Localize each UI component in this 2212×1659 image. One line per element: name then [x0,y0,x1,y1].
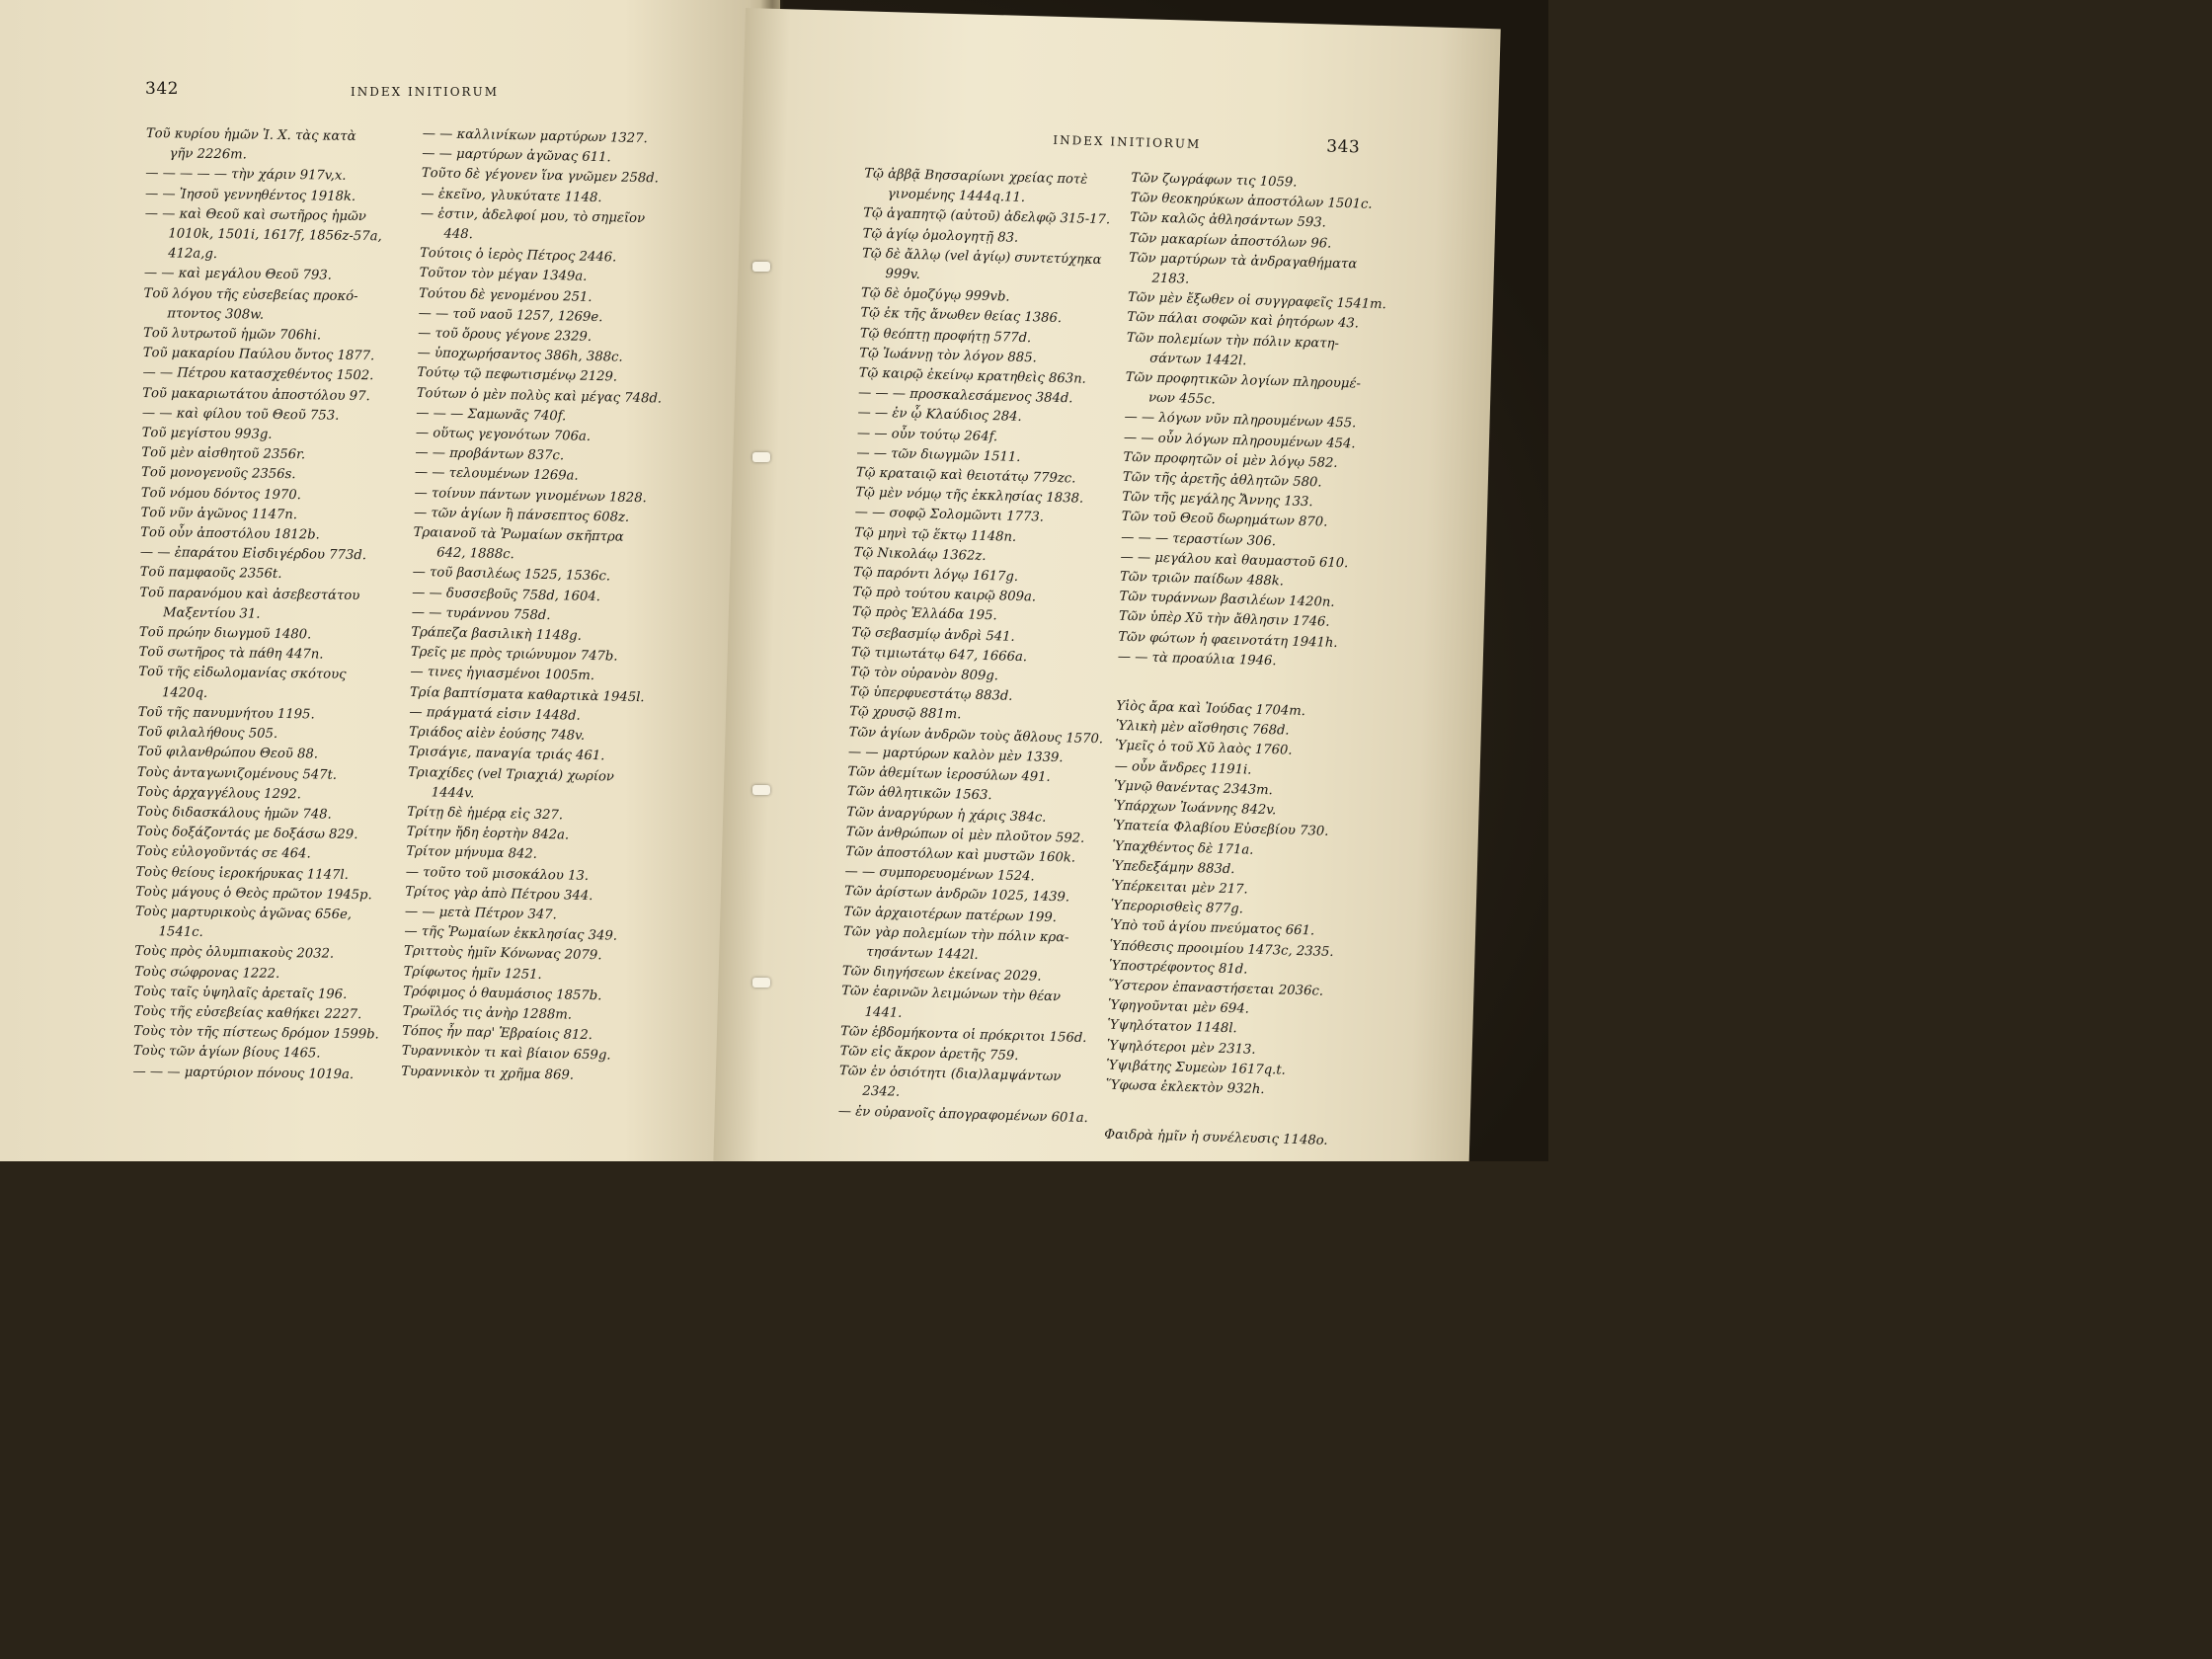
index-entry: — — καλλινίκων μαρτύρων 1327. [422,125,648,147]
index-entry: Τῷ ἀγαπητῷ (αὐτοῦ) ἀδελφῷ 315-17. [863,205,1111,228]
index-entry-continuation: 1010k, 1501i, 1617f, 1856z-57a, [168,226,382,245]
index-entry: Τοὺς εὐλογοῦντάς σε 464. [135,844,311,862]
index-entry: — — — Σαμωνᾶς 740f. [416,405,567,425]
index-entry: — — λόγων νῦν πληρουμένων 455. [1124,410,1357,432]
index-column [1104,169,1387,1152]
index-entry: Ὑπὸ τοῦ ἁγίου πνεύματος 661. [1109,917,1315,939]
index-entry: Τῷ πρὸς Ἑλλάδα 195. [851,604,997,624]
index-entry: — — μεγάλου καὶ θαυμαστοῦ 610. [1120,549,1349,572]
index-entry: Τρίτην ἤδη ἑορτὴν 842a. [406,824,570,843]
index-entry: Τῷ ἀββᾷ Βησσαρίωνι χρείας ποτὲ [864,166,1088,188]
index-entry-continuation: 1441. [864,1004,903,1021]
index-entry: Τοῦ νόμου δόντος 1970. [140,485,301,503]
index-entry-continuation: 412a,g. [168,246,218,263]
index-entry: Τοῦ μεγίστου 993g. [141,426,273,442]
index-entry: Τῶν θεοκηρύκων ἀποστόλων 1501c. [1130,191,1373,212]
index-entry: Τῶν ἀθλητικῶν 1563. [846,784,992,804]
index-entry: Τοὺς μάγους ὁ Θεὸς πρῶτον 1945p. [135,884,372,903]
index-entry: Τοῦ τῆς πανυμνήτου 1195. [137,704,315,723]
index-entry: Τούτοις ὁ ἱερὸς Πέτρος 2446. [419,246,617,266]
index-entry: Τῶν ἀρχαιοτέρων πατέρων 199. [843,904,1058,925]
index-entry: Ὑφηγοῦνται μὲν 694. [1107,997,1250,1017]
index-entry: Τοῦ πρώην διωγμοῦ 1480. [138,625,312,643]
index-entry: Τριάδος αἰὲν ἐούσης 748v. [408,724,586,744]
right-page [713,8,1500,1161]
index-entry: Τοῦ μακαρίου Παύλου ὄντος 1877. [142,346,375,364]
index-entry: Τῷ πρὸ τούτου καιρῷ 809a. [852,585,1037,605]
index-entry: Τῶν προφητῶν οἱ μὲν λόγῳ 582. [1123,449,1338,471]
index-entry: Τῶν ἀνθρώπων οἱ μὲν πλοῦτον 592. [845,824,1085,846]
index-entry: — — τυράννου 758d. [411,604,551,623]
index-entry: Τῶν καλῶς ἀθλησάντων 593. [1129,210,1326,231]
index-entry: Τῶν ὑπὲρ Χῦ τὴν ἄθλησιν 1746. [1118,609,1330,631]
index-entry: Τοὺς τῆς εὐσεβείας καθήκει 2227. [133,1003,362,1023]
index-entry: Τῷ Νικολάῳ 1362z. [853,545,987,564]
index-entry: Τοῦ τῆς εἰδωλομανίας σκότους [138,665,347,683]
index-entry: Ὑμνῷ θανέντας 2343m. [1113,778,1274,799]
index-entry: — — σοφῷ Σολομῶντι 1773. [854,505,1045,526]
index-entry: — τῆς Ῥωμαίων ἐκκλησίας 349. [404,923,618,944]
index-entry: Τῷ δὲ ὁμοζύγῳ 999vb. [860,285,1010,305]
index-entry: Ὑπερορισθεὶς 877g. [1110,898,1244,917]
index-entry: — — προβάντων 837c. [415,445,565,464]
index-entry: Τρωϊλός τις ἀνὴρ 1288m. [402,1003,573,1023]
index-entry: Τῶν τοῦ Θεοῦ δωρημάτων 870. [1121,510,1328,531]
index-entry: Τῶν ἑβδομήκοντα οἱ πρόκριτοι 156d. [839,1023,1087,1046]
index-entry: Τρεῖς με πρὸς τριώνυμον 747b. [410,645,618,665]
index-entry: Τῶν τυράννων βασιλέων 1420n. [1119,590,1335,611]
index-entry: Τῶν ἐν ὁσιότητι (δια)λαμψάντων [838,1064,1062,1085]
index-entry: Τοὺς σώφρονας 1222. [133,964,280,982]
index-entry: Ὑπέρκειται μὲν 217. [1111,878,1248,898]
index-entry: Τῶν διηγήσεων ἐκείνας 2029. [841,964,1042,985]
index-entry-continuation: σάντων 1442l. [1149,351,1247,369]
index-entry: Ὑπαχθέντος δὲ 171a. [1112,838,1254,858]
index-entry: Τρίτος γὰρ ἀπὸ Πέτρου 344. [405,884,593,904]
index-entry: Τῷ καιρῷ ἐκείνῳ κρατηθεὶς 863n. [858,365,1087,387]
index-entry: — — ἐπαράτου Εἰσδιγέρδου 773d. [139,545,367,564]
binding-stitch [752,262,770,272]
index-entry: Ὑπάρχων Ἰωάννης 842v. [1113,798,1277,819]
index-entry: Ὑπατεία Φλαβίου Εὐσεβίου 730. [1112,819,1329,840]
index-entry: Τῶν ἀναργύρων ἡ χάρις 384c. [846,804,1047,826]
index-entry: Τῶν εἰς ἄκρον ἀρετῆς 759. [839,1044,1019,1065]
index-entry: Ὑποστρέφοντος 81d. [1108,958,1248,978]
index-entry: — — — — — τὴν χάριν 917v,x. [145,166,347,185]
index-entry: Τῶν μαρτύρων τὰ ἀνδραγαθήματα [1128,250,1358,273]
running-head: INDEX INITIORUM [1053,132,1202,151]
index-entry: Τούτων ὁ μὲν πολὺς καὶ μέγας 748d. [416,385,663,407]
index-entry: Τῶν γὰρ πολεμίων τὴν πόλιν κρα- [842,923,1069,946]
index-entry: — — τοῦ ναοῦ 1257, 1269e. [418,305,603,326]
index-entry-continuation: Μαξεντίου 31. [162,605,261,622]
index-entry: — τοῦτο τοῦ μισοκάλου 13. [405,864,590,884]
index-entry: Ὕφωσα ἐκλεκτὸν 932h. [1105,1077,1265,1098]
index-entry: Τοῦ μὲν αἰσθητοῦ 2356r. [141,445,306,463]
index-entry: Ὑψηλότατον 1148l. [1107,1017,1237,1037]
index-entry: — — — προσκαλεσάμενος 384d. [857,385,1073,407]
index-entry: Τῶν τριῶν παίδων 488k. [1119,569,1285,590]
index-entry: Τῶν ἀρίστων ἀνδρῶν 1025, 1439. [843,884,1070,906]
index-entry: Τυραννικὸν τι καὶ βίαιον 659g. [401,1044,611,1064]
index-entry-continuation: 642, 1888c. [435,545,515,563]
index-entry: — — Πέτρου κατασχεθέντος 1502. [142,365,374,384]
index-entry: Τοῦ λυτρωτοῦ ἡμῶν 706hi. [142,326,322,344]
index-entry: Ὑψιβάτης Συμεὼν 1617q.t. [1106,1058,1287,1078]
index-entry: Φαιδρὰ ἡμῖν ἡ συνέλευσις 1148o. [1104,1127,1328,1149]
index-entry: Τόπος ἦν παρ' Ἑβραίοις 812. [401,1023,593,1044]
index-entry: — — — τεραστίων 306. [1120,529,1277,549]
index-entry: Τραιανοῦ τὰ Ῥωμαίων σκῆπτρα [413,524,624,545]
index-entry: Τρίφωτος ἡμῖν 1251. [403,964,542,983]
index-entry: Τῶν τῆς μεγάλης Ἄννης 133. [1122,490,1313,511]
index-column [132,124,408,1085]
index-entry: — τοῦ βασιλέως 1525, 1536c. [412,565,611,585]
index-entry: — οὕτως γεγονότων 706a. [415,425,592,444]
index-column [401,124,694,1088]
index-entry: Τοῦ παρανόμου καὶ ἀσεβεστάτου [139,585,360,603]
index-entry-continuation: 999v. [885,267,920,283]
index-entry: Τῷ δὲ ἄλλῳ (vel ἁγίῳ) συντετύχηκα [861,246,1102,268]
binding-stitch [752,978,770,988]
index-entry: Τοῦ σωτῆρος τὰ πάθη 447n. [138,645,324,663]
index-entry: Τούτου δὲ γενομένου 251. [418,285,592,305]
index-entry: Τῶν ζωγράφων τις 1059. [1131,170,1298,191]
index-entry: — — συμπορευομένων 1524. [844,864,1035,885]
index-entry-continuation: γινομένης 1444q.11. [887,187,1026,206]
binding-stitch [752,452,770,462]
index-entry: Τῶν φώτων ἡ φαεινοτάτη 1941h. [1118,629,1338,651]
index-entry: — — καὶ φίλου τοῦ Θεοῦ 753. [141,405,340,424]
index-entry: Τρόφιμος ὁ θαυμάσιος 1857b. [402,984,602,1004]
index-entry: Τῷ Ἰωάννῃ τὸν λόγον 885. [859,346,1037,366]
index-entry: — — τελουμένων 1269a. [414,465,579,485]
index-entry: Τρισάγιε, παναγία τριάς 461. [408,745,605,764]
index-entry-continuation: νων 455c. [1147,390,1217,408]
index-entry: — ἐκεῖνο, γλυκύτατε 1148. [421,186,602,205]
index-entry: — τινες ἡγιασμένοι 1005m. [410,665,595,684]
index-entry: Τῶν τῆς ἀρετῆς ἀθλητῶν 580. [1122,469,1322,491]
index-entry: Τριττοὺς ἡμῖν Κόνωνας 2079. [403,944,602,964]
index-entry: Τοῦ κυρίου ἡμῶν Ἰ. Χ. τὰς κατὰ [145,125,356,144]
index-entry: Τῷ τιμιωτάτῳ 647, 1666a. [850,645,1028,666]
index-entry: Τοῦτον τὸν μέγαν 1349a. [419,266,588,285]
index-entry: — — μαρτύρων καλὸν μὲν 1339. [847,745,1064,766]
index-entry: Τοὺς θείους ἱεροκήρυκας 1147l. [135,864,349,883]
index-entry: Τῶν ἀθεμίτων ἱεροσύλων 491. [847,764,1051,786]
index-entry: Τῶν ἁγίων ἀνδρῶν τοὺς ἄθλους 1570. [848,724,1104,748]
running-head: INDEX INITIORUM [351,85,499,99]
index-entry: Τῷ ὑπερφυεστάτῳ 883d. [849,684,1013,705]
index-entry: Ὑλικὴ μὲν αἴσθησις 768d. [1115,719,1290,739]
index-entry: — τοῦ ὄρους γέγονε 2329. [418,325,592,345]
index-entry: — — ἐν ᾧ Κλαύδιος 284. [857,405,1022,426]
index-entry: — — — μαρτύριον πόνους 1019a. [132,1064,355,1082]
index-entry: Τοῦ οὖν ἀποστόλου 1812b. [140,525,320,543]
index-entry: — — καὶ μεγάλου Θεοῦ 793. [143,266,332,284]
index-entry-continuation: 1541c. [158,924,203,941]
index-entry: Τῶν ἀποστόλων καὶ μυστῶν 160k. [844,844,1076,866]
index-entry: Τοῦ φιλαλήθους 505. [137,725,278,743]
index-entry: Τοὺς ἀνταγωνιζομένους 547t. [136,764,338,783]
index-entry: — οὖν ἄνδρες 1191i. [1114,758,1252,778]
index-entry: Τοῦ φιλανθρώπου Θεοῦ 88. [137,745,319,762]
index-entry: Τούτῳ τῷ πεφωτισμένῳ 2129. [417,365,618,385]
page-number: 343 [1326,136,1361,158]
index-entry: Τῶν προφητικῶν λογίων πληρουμέ- [1125,369,1362,392]
index-entry: — — οὖν τούτῳ 264f. [856,425,998,444]
index-entry: — ἐστιν, ἀδελφοί μου, τὸ σημεῖον [420,205,646,226]
index-entry: Τρίτῃ δὲ ἡμέρᾳ εἰς 327. [407,804,564,824]
index-entry-continuation: 1444v. [431,785,475,802]
index-entry: Τῷ μὲν νόμῳ τῆς ἐκκλησίας 1838. [855,485,1084,507]
index-entry: Ὑπεδεξάμην 883d. [1111,858,1235,877]
index-entry: Τοῦ παμφαοῦς 2356t. [139,565,282,583]
left-page [0,0,780,1161]
index-entry-continuation: πτοντος 308w. [167,306,265,323]
index-entry: Τοὺς ἀρχαγγέλους 1292. [136,784,302,802]
page-number: 342 [145,79,179,99]
index-entry: Τοὺς μαρτυρικοὺς ἀγῶνας 656e, [134,904,353,922]
index-entry: Τῷ τὸν οὐρανὸν 809g. [850,665,999,684]
index-entry: Τῶν μακαρίων ἀποστόλων 96. [1129,230,1332,252]
photo-scene [0,0,1548,1161]
index-entry: Τῷ ἐκ τῆς ἄνωθεν θείας 1386. [860,305,1063,327]
index-entry: Τριαχίδες (vel Τριαχιά) χωρίον [407,764,615,785]
index-entry: Τρία βαπτίσματα καθαρτικὰ 1945l. [409,684,645,705]
index-entry: Τῶν ἐαρινῶν λειμώνων τὴν θέαν [841,984,1062,1005]
index-entry: — — τῶν διωγμῶν 1511. [856,445,1021,465]
index-entry: Ὑψηλότεροι μὲν 2313. [1106,1038,1256,1058]
index-entry: — ἐν οὐρανοῖς ἀπογραφομένων 601a. [837,1103,1089,1126]
index-entry: Τοῦ νῦν ἀγῶνος 1147n. [140,505,298,523]
index-entry: Τοὺς τῶν ἁγίων βίους 1465. [132,1044,321,1062]
index-entry: Τοῦτο δὲ γέγονεν ἵνα γνῶμεν 258d. [421,166,660,187]
index-entry: — τῶν ἁγίων ἢ πάνσεπτος 608z. [413,505,630,525]
index-entry: Τῶν μὲν ἔξωθεν οἱ συγγραφεῖς 1541m. [1127,290,1387,313]
index-entry-continuation: 448. [443,226,474,243]
index-entry: — — οὖν λόγων πληρουμένων 454. [1123,430,1356,452]
index-entry: Υἱὸς ἄρα καὶ Ἰούδας 1704m. [1116,698,1306,720]
index-entry: Τράπεζα βασιλικὴ 1148g. [411,624,583,644]
index-entry: Τοὺς τὸν τῆς πίστεως δρόμον 1599b. [133,1024,379,1043]
index-entry: Τῷ κραταιῷ καὶ θειοτάτῳ 779zc. [855,465,1076,487]
index-entry: Τρίτον μήνυμα 842. [406,844,538,863]
index-entry: — τοίνυν πάντων γινομένων 1828. [414,485,647,506]
index-entry-continuation: 2183. [1151,271,1190,287]
index-entry: — — Ἰησοῦ γεννηθέντος 1918k. [144,186,356,204]
index-entry: Τοῦ μονογενοῦς 2356s. [140,465,296,483]
index-column [838,164,1122,1129]
index-entry: Τῷ μηνὶ τῷ ἕκτῳ 1148n. [853,524,1017,545]
index-entry-continuation: 2342. [862,1084,901,1101]
index-entry: — — μαρτύρων ἀγῶνας 611. [422,146,611,166]
index-entry: Τυραννικὸν τι χρῆμα 869. [401,1064,575,1083]
index-entry: — πράγματά εἰσιν 1448d. [409,704,581,724]
index-entry: Ὕστερον ἐπαναστήσεται 2036c. [1108,978,1324,999]
index-entry: Ὑμεῖς ὁ τοῦ Χῦ λαὸς 1760. [1115,739,1293,759]
index-entry: Τῷ θεόπτῃ προφήτῃ 577d. [859,325,1032,346]
index-entry: Τοὺς ταῖς ὑψηλαῖς ἀρεταῖς 196. [133,984,348,1002]
index-entry: Τῷ παρόντι λόγῳ 1617g. [852,565,1019,585]
index-entry-continuation: τησάντων 1442l. [866,944,979,963]
index-entry-continuation: γῆν 2226m. [169,146,247,163]
index-entry: — — καὶ Θεοῦ καὶ σωτῆρος ἡμῶν [144,205,366,224]
index-entry: Τῷ σεβασμίῳ ἀνδρὶ 541. [851,624,1015,645]
index-entry: Τῶν πολεμίων τὴν πόλιν κρατη- [1126,330,1340,352]
index-entry: Τῶν πάλαι σοφῶν καὶ ῥητόρων 43. [1127,310,1360,332]
index-entry: — — δυσσεβοῦς 758d, 1604. [412,585,601,604]
index-entry-continuation: 1420q. [161,684,208,701]
index-entry: Τοῦ μακαριωτάτου ἀποστόλου 97. [142,385,370,404]
binding-stitch [752,785,770,795]
index-entry: — — μετὰ Πέτρον 347. [404,904,557,923]
index-entry: Τοῦ λόγου τῆς εὐσεβείας προκό- [143,285,358,304]
index-entry: — ὑποχωρήσαντος 386h, 388c. [417,346,623,365]
index-entry: Τοὺς δοξάζοντάς με δοξάσω 829. [135,825,358,843]
index-entry: Τῷ ἁγίῳ ὁμολογητῇ 83. [862,226,1019,246]
index-entry: — — τὰ προαύλια 1946. [1117,649,1277,670]
index-entry: Τῷ χρυσῷ 881m. [848,704,962,723]
index-entry: Τοὺς πρὸς ὀλυμπιακοὺς 2032. [134,944,335,963]
index-entry: Τοὺς διδασκάλους ἡμῶν 748. [136,804,332,823]
index-entry: Ὑπόθεσις προοιμίου 1473c, 2335. [1109,938,1334,960]
